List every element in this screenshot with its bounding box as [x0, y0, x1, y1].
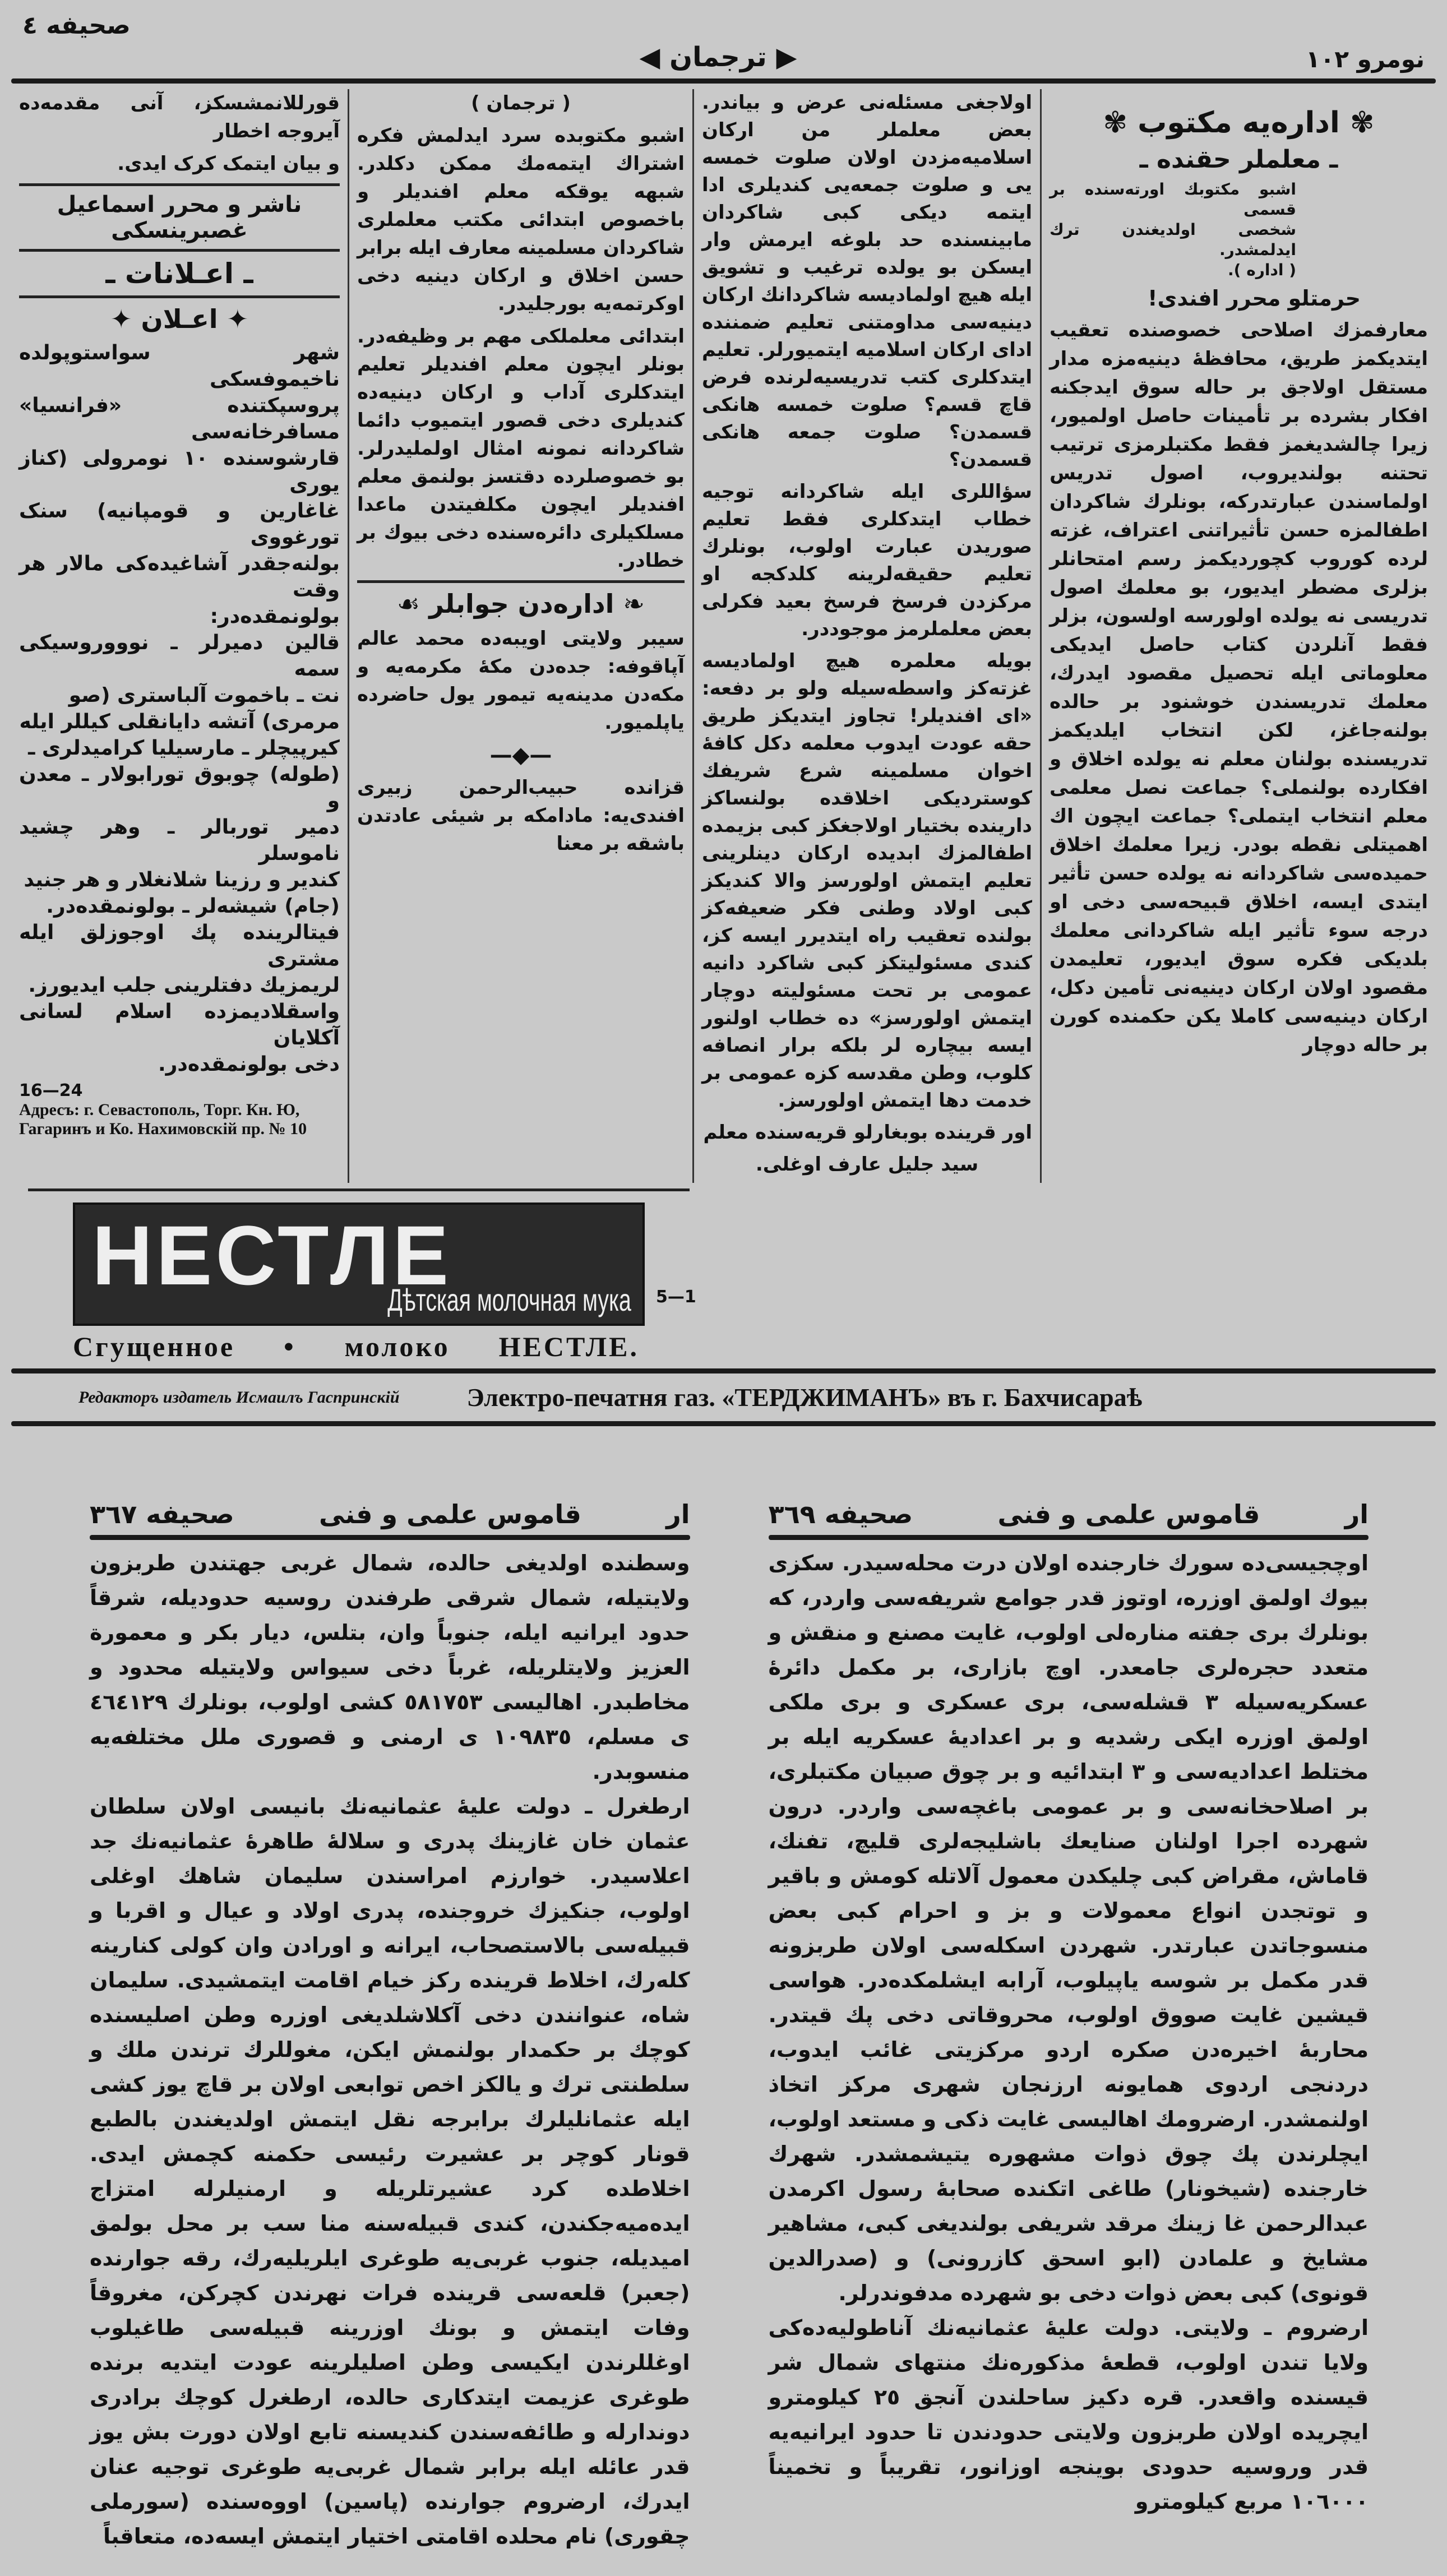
dict-title: قاموس علمی و فنی — [319, 1499, 581, 1529]
ad-brand: НЕСТЛЕ — [92, 1208, 452, 1302]
press-credit: Электро-печатня газ. «ТЕРДЖИМАНЪ» въ г. Бахчисараѣ — [466, 1383, 1143, 1412]
text-line: (جام) شیشه‌لر ـ بولونمقده‌در. — [46, 895, 340, 918]
text-line: مرمری) آتشه دایانقلی کیللر ایله — [19, 710, 340, 733]
notice-heading — [19, 304, 340, 334]
answers-body — [357, 625, 685, 858]
divider — [357, 580, 685, 583]
bullet-icon: • — [284, 1331, 296, 1362]
answers-title: اداره‌دن جوابلر — [429, 589, 614, 619]
paragraph: بویله معلمره هیچ اولمادیسه غزته‌کز واسطه‌سیله ولو بر دفعه: «ای افندیلر! تجاوز ایتدیکز طریق حقه عودت ایدوب معلمه دکل کافهٔ اخوان مسلمینه شرع شریفك کوستردیکی اخلاقده بولنساکز دارینده بختیار اولاجغکز کبی بزیمده اطفالمزك ابدیده ارکان دینلرینی تعلیم ایتمش اولورسز والا کندیکز کبی اولاد وطنی فکر ضعیفه‌کز بولنده تعقیب راه ایتدیرر ایسه کز، کندی مسئولیتکز کبی شاکرد دانیه عمومی بر تحت مسئولیته دوچار ایتمش اولورسز» ده خطاب اولنور ایسه بیچاره لر بلکه برار انصافه کلوب، وطن مقدسه کزه عمومی بر خدمت دها ایتمش اولورسز. — [702, 650, 1032, 1112]
text-line: کندیر و رزینا شلانغلار و هر جنید — [24, 868, 340, 891]
ornament-icon: ✾ — [1103, 106, 1138, 140]
column-3-body — [702, 89, 1032, 1178]
masthead — [11, 11, 1436, 73]
column-1-intro — [19, 89, 340, 178]
text-line: دخی بولونمقده‌در. — [158, 1053, 340, 1076]
editor-credit: Редакторъ издатель Исмаилъ Гаспринскій — [78, 1388, 400, 1407]
dict-title: قاموس علمی و فنی — [997, 1499, 1260, 1529]
divider — [28, 1188, 690, 1191]
footer-top-rule — [11, 1368, 1436, 1373]
ornament-icon: ✦ — [110, 304, 141, 334]
paragraph: اشبو مکتوبده سرد ایدلمش فکره اشتراك ایتمه‌مك ممکن دکلدر. شبهه یوقکه معلم افندیلر و باخصوص ابتدائی مکتب معلملری شاکردان مسلمینه معارف ایله برابر حسن اخلاق و ارکان دینیه دخی اوکرتمه‌یه بورجلیدر. — [357, 124, 685, 315]
text-line: لریمزیك دفتلرینی جلب ایدیورز. — [28, 974, 340, 997]
dict-right-header — [769, 1499, 1369, 1529]
paragraph: اولاجغی مسئله‌نی عرض و بیاندر. بعض معلملر من ارکان اسلامیه‌مزدن اولان صلوت خمسه یی و صلوت جمعه‌یی کندیلری ادا ایتمه دیکی کبی شاکردان مابینسنده حد بلوغه ایرمش وار ایسکن بو یولده ترغیب و تشویق ایله هیچ اولمادیسه شاکردانك ارکان دینیه‌سی مداومتنی تعلیم ضمننده ادای ارکان اسلامیه ایتمیورلر. تعلیم ایتدکلری کتب تدریسیه‌لرنده فرض قاچ قسم؟ صلوت خمسه هانکی قسمدن؟ صلوت جمعه هانکی قسمدن؟ — [702, 91, 1032, 471]
column-3 — [692, 89, 1040, 1183]
column-1 — [11, 89, 348, 1183]
paragraph: معارفمزك اصلاحی خصوصنده تعقیب ایتدیکمز طریق، محافظهٔ دینیه‌مزه مدار مستقل اولاجق بر حاله سوق ایدجکنه افکار بشرده بر تأمینات حاصل اولمیور، زیرا چالشدیغمز فقط مکتبلرمزی ترتیب تحتنه بولندیروب، اصول تدریس اولماسندن عبارتدرکه، بونلرك شاکردان اطفالمزه حسن تأثیراتنی اعتراف، غزته لرده کوروب کچوردیکمز رسم امتحانلر بزلری مضطر ایدیور، بو معلمك اصول تدریسی نه یولده اولورسه اولسون، بزلر فقط آنلردن کتاب حاصل ایدیکی معلوماتی ایله تحصیل مقصود ایدرك، معلمك تدریسندن خوشنود بر حالده بولنه‌جاغز، لکن انتخاب ایلدیکمز تدریسنده بولنان معلم نه یولده اخلاق و افکارده بولنملی؟ جماعت نصل معلمی معلم انتخاب ایتملی؟ جماعت ایچون اك اهمیتلی نقطه بودر. زیرا معلمك اخلاق حمیده‌سی شاکردانه نه یولده حسن تأثیر ایتدی ایسه، اخلاق قبیحه‌سی دخی او درجه سوء تأثیر ایله شاکردانی معلمك بلدیکی فکره سوق ایدیور، تعلیمدن مقصود اولان ارکان دینیه‌نی تأمین دکل، ارکان دینیه‌سی کاملا یکن حکمنده کورن بر حاله دوچار — [1050, 319, 1428, 1056]
text-line: دمیر توربالر ـ وهر چشید ناموسلر — [19, 816, 340, 865]
footer-bottom-rule — [11, 1421, 1436, 1426]
salutation: حرمتلو محرر افندی! — [1148, 286, 1361, 311]
dict-left-page — [90, 1499, 690, 2554]
divider — [19, 249, 340, 252]
text-line: کیرپیچلر ـ مارسیلیا کرامیدلری ـ — [28, 737, 340, 760]
editor-note — [1050, 179, 1296, 280]
column-2-body — [357, 89, 685, 575]
dict-left-rule — [90, 1535, 690, 1540]
text-line: قالین دمیرلر ـ نوووروسیکی سمه — [19, 631, 340, 681]
dict-right-rule — [769, 1535, 1369, 1540]
ad-bottom-line — [73, 1330, 639, 1363]
divider — [19, 295, 340, 298]
dict-right-page — [769, 1499, 1369, 2554]
ad-word: Сгущенное — [73, 1331, 235, 1362]
masthead-rule — [11, 78, 1436, 84]
letter-subtitle: ـ معلملر حقنده ـ — [1139, 145, 1338, 174]
ad-word: НЕСТЛЕ. — [498, 1331, 639, 1362]
column-4-body — [1050, 316, 1428, 1060]
paragraph: سؤاللری ایله شاکردانه توجیه خطاب ایتدکلری فقط تعلیم صوریدن عبارت اولوب، بونلرك تعلیم حقیقه‌لرینه کلدکجه او مرکزدن فرسخ فرسخ بعید فکرلی بعض معلملرمز موجوددر. — [702, 480, 1032, 640]
text-line: نت ـ باخموت آلباستری (صو — [68, 684, 340, 707]
text-line: بولونمقده‌در: — [210, 605, 340, 628]
text-line: ( اداره ). — [1228, 261, 1296, 279]
byline: ( ترجمان ) — [471, 92, 571, 114]
paragraph: اوچجیسی‌ده سورك خارجنده اولان درت محله‌سیدر. سکزی بیوك اولمق اوزره، اوتوز قدر جوامع شریفه‌سی واردر، که بونلرك بری جفته منارەلی اولوب، غایت مصنع و منقش و متعدد حجره‌لری جامعدر. اوچ بازاری، بر مکمل دائرهٔ عسکریه‌سیله ٣ قشله‌سی، بری عسکری و بری ملکی اولمق اوزره ایکی رشدیه و بر اعدادیهٔ عسکریه ایله بر مختلط اعدادیه‌سی و ٣ ابتدائیه و بر چوق صبیان مکتبلری، بر اصلاحخانه‌سی و بر عمومی باغچه‌سی واردر. درون شهرده اجرا اولنان صنایعك باشلیجه‌لری قلیچ، تفنك، قاماش، مقراض کبی چلیکدن معمول آلاتله کومش و باقیر و توتجدن انواع معمولات و بز و احرام کبی بعض منسوجاتدن عبارتدر. شهردن اسکله‌سی اولان طربزونه قدر مکمل بر شوسه یاپیلوب، آرابه ایشلمکده‌در. هواسی قیشین غایت صووق اولوب، محروقاتی دخی پك قیتدر. محاربهٔ اخیره‌دن صکره اردو مرکزیتی غائب ایدوب، دردنجی اردوی همایونه ارزنجان شهری مرکز اتخاذ اولنمشدر. ارضرومك اهالیسی غایت ذکی و مستعد اولوب، ایچلرندن پك چوق ذوات مشهوره یتیشمشدر. شهرك خارجنده (شیخونار) طاغی اتکنده صحابهٔ رسول اکرمدن عبدالرحمن غا زینك مرقد شریفی بولندیغی کبی، مشاهیر مشایخ و علمادن (ابو اسحق کازرونی) و (صدرالدین قونوی) کبی بعض ذوات دخی بو شهرده مدفوندرلر. — [768, 1551, 1369, 2305]
paragraph: ارضروم ـ ولایتی. دولت علیهٔ عثمانیه‌نك آناطولیه‌ده‌کی ولایا تندن اولوب، قطعهٔ مذکوره‌نك منتهای شمال شر قیسنده واقعدر. قره دکیز ساحلندن آنجق ٢٥ کیلومترو ایچریده اولان طربزون ولایتی حدودندن تا حدود ایرانیه‌یه قدر وروسیه حدودی بوینجه اوزانور، تقریباً و تخمیناً ١٠٦٠٠٠ مربع کیلومترو — [768, 2315, 1369, 2514]
separator-icon: —◆— — [489, 742, 552, 768]
column-2 — [348, 89, 692, 1183]
dict-page: صحیفه ٣٦٩ — [768, 1499, 913, 1529]
text-line: شخصی اولدیغندن ترك ایدلمشدر. — [1050, 220, 1296, 259]
column-4 — [1040, 89, 1436, 1183]
ad-product: Дѣтская молочная мука — [387, 1282, 631, 1317]
notice-title: اعـلان — [141, 304, 218, 334]
notice-body — [19, 340, 340, 1077]
address-line: Адресъ: г. Севастополь, Торг. Кн. Ю, — [19, 1100, 300, 1119]
nestle-advertisement-block — [73, 1203, 645, 1363]
dict-right-body — [769, 1546, 1369, 2519]
paragraph: قزانده حبیب‌الرحمن زبیری افندی‌یه: مادامکه بر شیئی عادتدن باشقه بر معنا — [357, 776, 685, 855]
divider — [19, 183, 340, 186]
text-line: شهر سواستوپولده ناخیموفسکی — [19, 341, 340, 391]
dict-left-header — [90, 1499, 690, 1529]
letter-title: اداره‌یه مکتوب — [1138, 106, 1340, 140]
paragraph: ابتدائی معلملکی مهم بر وظیفه‌در. بونلر ایچون معلم افندیلر تعلیم ایتدکلری آداب و ارکان دینیه‌ده کندیلری دخی قصور ایتمیوب دائما شاکردانه نمونه امثال اولملیدرلر. بو خصوصلرده دقتسز بولنمق معلم افندیلر ایچون مکلفیتدن ماعدا مسلکیلری دائره‌سنده دخی بیوك بر خطادر. — [357, 325, 685, 572]
newspaper-title: ترجمان — [669, 41, 767, 73]
paragraph: وسطنده اولدیغی حالده، شمال غربی جهتندن طربزون ولایتیله، شمال شرقی طرفندن روسیه حدودیله، شرقاً حدود ایرانیه ایله، جنوباً وان، بتلس، دیار بکر و معمورة العزیز ولایتلریله، غرباً دخی سیواس ولایتیله محدود و مخاطبدر. اهالیسی ٥٨١٧٥٣ کشی اولوب، بونلرك ٤٦٤١٢٩ ی مسلم، ١٠٩٨٣٥ ی ارمنی و قصوری ملل مختلفه‌یه منسوبدر. — [90, 1551, 690, 1784]
text-line: و بیان ایتمک کرک ایدی. — [117, 152, 340, 175]
top-section — [11, 89, 1436, 1183]
answers-heading — [357, 589, 685, 619]
issue-number: نومرو ١٠٢ — [1306, 45, 1425, 73]
publisher-line: ناشر و محرر اسماعیل غصبرینسکی — [57, 192, 302, 243]
ad-run-number: 16—24 — [19, 1081, 83, 1100]
text-line: غاغارین و قومپانیه) سنک تورغووی — [19, 500, 340, 549]
ornament-left-icon: ◀ — [639, 41, 660, 73]
paragraph: سیبر ولایتی اویبه‌ده محمد عالم آپاقوفه: جده‌دن مکهٔ مکرمه‌یه و مکه‌دن مدینه‌یه تیمور یول حاضرده یاپلمیور. — [357, 627, 685, 734]
ornament-icon: ❧ — [614, 589, 645, 619]
paragraph: اور قرینده بوبغارلو قریه‌سنده معلم — [703, 1121, 1032, 1144]
footer-strip — [11, 1379, 1436, 1416]
signature: سید جلیل عارف اوغلی. — [755, 1153, 979, 1176]
advertisement-row — [73, 1203, 1436, 1363]
ad-word: молоко — [344, 1331, 450, 1362]
masthead-title — [639, 41, 797, 73]
page-label: صحيفه ٤ — [22, 11, 131, 40]
nestle-advertisement — [73, 1203, 645, 1326]
text-line: بولنه‌جقدر آشاغیده‌کی مالار هر وقت — [19, 552, 340, 602]
text-line: قارشوسنده ١٠ نومرولی (کناز یوری — [19, 447, 340, 496]
ads-heading: ـ اعـلانات ـ — [105, 257, 253, 290]
ornament-icon: ☙ — [397, 589, 429, 619]
text-line: فیتالرینده پك اوجوزلق ایله مشتری — [19, 921, 340, 970]
dict-letter: ار — [666, 1499, 690, 1529]
text-line: (طوله) چوبوق تورابولار ـ معدن و — [19, 763, 340, 812]
ornament-icon: ✾ — [1339, 106, 1375, 140]
dict-page: صحیفه ٣٦٧ — [90, 1499, 234, 1529]
dict-left-body — [90, 1546, 690, 2554]
ornament-right-icon: ▶ — [776, 41, 797, 73]
ornament-icon: ✦ — [218, 304, 249, 334]
dictionary-section — [11, 1432, 1436, 2554]
letter-heading — [1050, 106, 1428, 140]
text-line: واسقلادیمزده اسلام لسانی آکلایان — [19, 1000, 340, 1049]
text-line: اشبو مکتوبك اورته‌سنده بر قسمی — [1050, 180, 1296, 219]
paragraph: ارطغرل ـ دولت علیهٔ عثمانیه‌نك بانیسی اولان سلطان عثمان خان غازینك پدری و سلالهٔ طاهرهٔ عثمانیه‌نك جد اعلاسیدر. خوارزم امراسندن سلیمان شاهك اوغلی اولوب، جنکیزك خروجنده، پدری اولاد و عیال و اقربا و قبیله‌سی بالاستصحاب، ایرانه و اورادن وان کولی کنارینه کلەرك، اخلاط قرینده ركز خیام اقامت ایتمشیدی. سلیمان شاه، عنوانندن دخی آکلاشلدیغی اوزره وطن اصلیسنده کوچك بر حکمدار بولنمش ایکن، مغوللرك ترندن ملك و سلطنتی ترك و یالکز اخص توابعی اولان بر قاچ یوز کشی ایله عثمانلیلرك برابرجه نقل ایتمش اولدیغندن بالطبع قونار کوچر بر عشیرت رئیسی حکمنه کچمش ایدی. اخلاطده کرد عشیرتلریله و ارمنیلرله امتزاج ایده‌میه‌جکندن، کندی قبیله‌سنه منا سب بر محل بولمق امیدیله، جنوب غربی‌یه طوغری ایلریلیه‌رك، رقه جوارنده (جعبر) قلعه‌سی قرینده فرات نهرندن کچرکن، مغروقاً وفات ایتمش و بونك اوزرینه قبیله‌سی طاغیلوب اوغللرندن ایکیسی وطن اصلیلرینه عودت ایتدیه برنده طوغری عزیمت ایتدکاری حالده، ارطغرل کوچك برادری دوندارله و طائفه‌سندن کندیسنه تابع اولان دورت بش یوز قدر عائله ایله برابر شمال غربی‌یه طوغری توجیه عنان ایدرك، ارضروم جوارنده (پاسین) اووه‌سنده (سورملی چقوری) نام محلده اقامتی اختیار ایتمش ایسه‌ده، متعاقباً — [90, 1794, 690, 2549]
address-line: Гагаринъ и Ко. Нахимовскій пр. № 10 — [19, 1120, 307, 1138]
text-line: قورللانمشسکز، آنی مقدمه‌ده آیروجه اخطار — [19, 92, 340, 142]
ad-run-number: 5—1 — [656, 1287, 696, 1307]
text-line: پروسپکتنده «فرانسیا» مسافرخانه‌سی — [19, 394, 340, 443]
dict-letter: ار — [1344, 1499, 1369, 1529]
